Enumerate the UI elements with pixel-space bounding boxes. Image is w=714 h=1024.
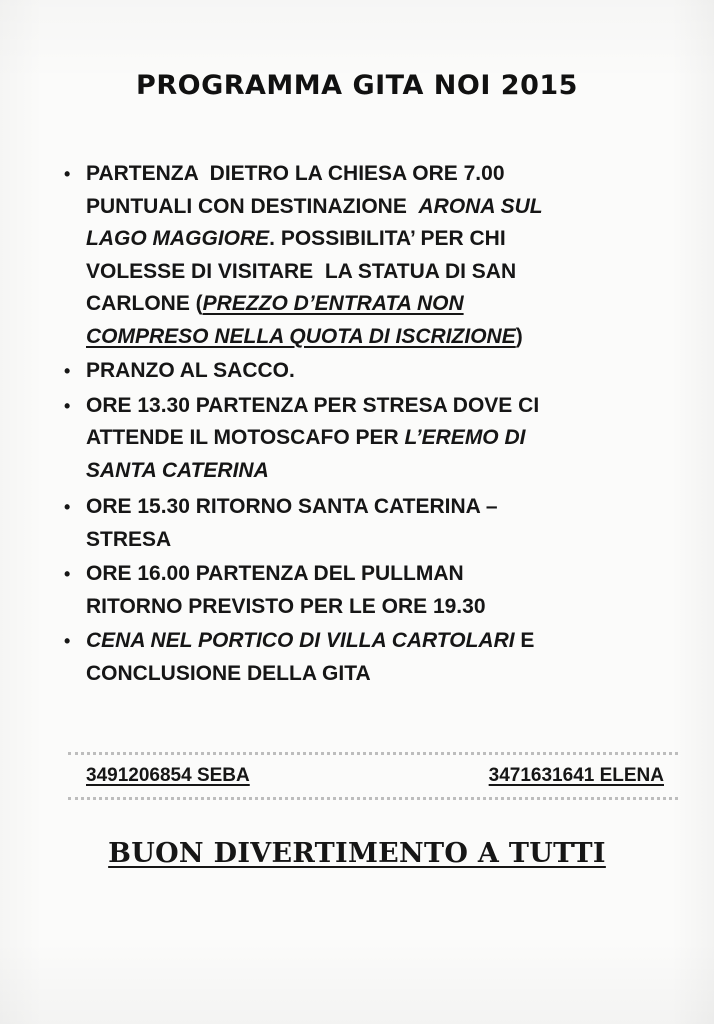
- text-segment: PREZZO D’ENTRATA NON: [202, 292, 464, 315]
- bullet-icon: •: [64, 361, 71, 381]
- text-segment: ): [515, 324, 523, 348]
- bullet-icon: •: [64, 164, 71, 184]
- bullet-icon: •: [64, 564, 71, 584]
- text-segment: CENA NEL PORTICO DI VILLA CARTOLARI: [86, 629, 515, 652]
- contact-seba: 3491206854 SEBA: [86, 765, 250, 786]
- text-segment: LAGO MAGGIORE: [86, 227, 270, 250]
- text-segment: VOLESSE DI VISITARE LA STATUA DI SAN: [86, 259, 517, 283]
- text-segment: COMPRESO NELLA QUOTA DI ISCRIZIONE: [86, 324, 516, 348]
- text-segment: ATTENDE IL MOTOSCAFO PER: [86, 426, 405, 449]
- bullet-icon: •: [64, 497, 71, 517]
- program-item: [62, 491, 642, 556]
- program-item: [62, 625, 642, 690]
- text-segment: ORE 15.30 RITORNO SANTA CATERINA –: [86, 495, 498, 518]
- program-line: [86, 591, 642, 624]
- program-line: [86, 390, 642, 423]
- text-segment: RITORNO PREVISTO PER LE ORE 19.30: [86, 594, 486, 618]
- program-item: [62, 558, 642, 623]
- program-line: [86, 256, 642, 289]
- program-line: [86, 658, 642, 691]
- program-list: [62, 158, 642, 690]
- text-segment: STRESA: [86, 527, 172, 551]
- text-segment: ORE 13.30 PARTENZA PER STRESA DOVE CI: [86, 393, 540, 417]
- program-line: [86, 491, 642, 524]
- program-line: [86, 558, 642, 591]
- program-item: [62, 355, 642, 388]
- program-line: [86, 288, 642, 321]
- program-line: [86, 158, 642, 191]
- text-segment: PUNTUALI CON DESTINAZIONE: [86, 194, 419, 218]
- program-line: [86, 422, 642, 455]
- text-segment: PARTENZA DIETRO LA CHIESA ORE 7.00: [86, 162, 505, 185]
- program-item: [62, 158, 642, 353]
- bullet-icon: •: [64, 395, 71, 416]
- bullet-icon: •: [64, 631, 71, 651]
- program-line: [86, 524, 642, 557]
- contacts-box: [68, 752, 678, 800]
- text-segment: ORE 16.00 PARTENZA DEL PULLMAN: [86, 562, 464, 585]
- text-segment: ARONA SUL: [418, 194, 543, 218]
- program-line: [86, 455, 642, 488]
- program-line: [86, 355, 642, 388]
- text-segment: CONCLUSIONE DELLA GITA: [86, 661, 371, 685]
- closing-message: [0, 838, 714, 869]
- program-item: [62, 390, 642, 488]
- program-line: [86, 191, 642, 224]
- page-title: PROGRAMMA GITA NOI 2015: [136, 70, 578, 101]
- program-line: [86, 223, 642, 256]
- program-line: [86, 321, 642, 354]
- text-segment: E: [514, 629, 535, 652]
- closing-text: BUON DIVERTIMENTO A TUTTI: [108, 838, 606, 869]
- text-segment: SANTA CATERINA: [86, 458, 269, 482]
- text-segment: CARLONE (: [86, 292, 203, 315]
- text-segment: PRANZO AL SACCO.: [86, 359, 295, 382]
- text-segment: L’EREMO DI: [404, 426, 526, 449]
- program-line: [86, 625, 642, 658]
- contact-elena: 3471631641 ELENA: [488, 765, 664, 786]
- text-segment: . POSSIBILITA’ PER CHI: [269, 227, 506, 250]
